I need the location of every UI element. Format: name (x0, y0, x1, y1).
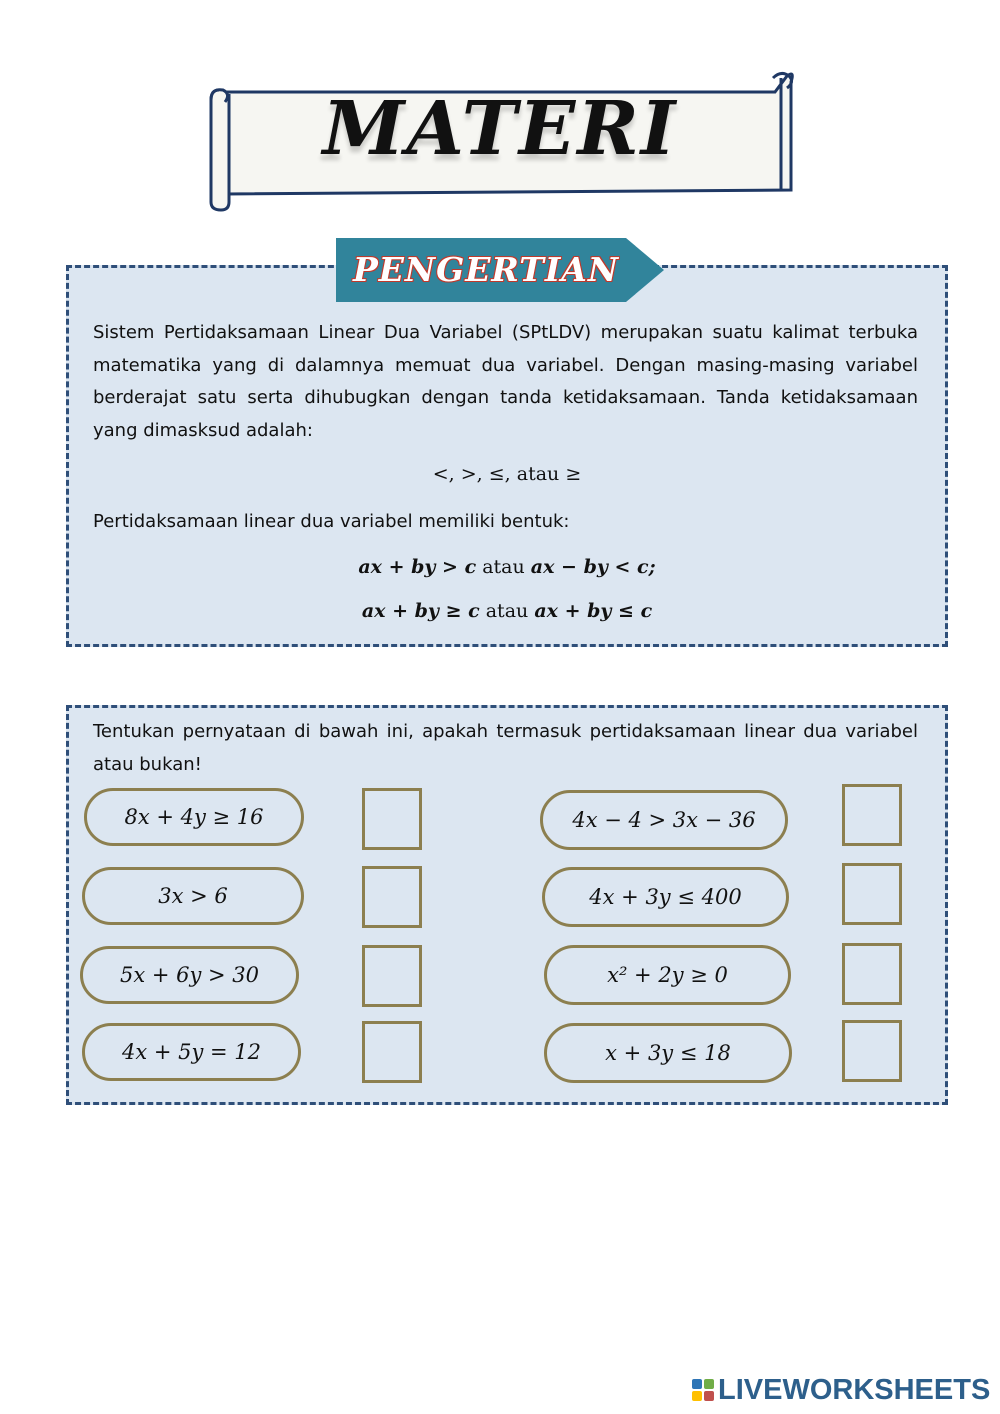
answer-box-left-2[interactable] (362, 866, 422, 928)
logo-text: LIVEWORKSHEETS (718, 1373, 991, 1406)
statement-left-2: 3x > 6 (82, 867, 304, 925)
statement-right-3: x² + 2y ≥ 0 (544, 945, 791, 1005)
inequality-symbols: <, >, ≤, atau ≥ (432, 463, 582, 485)
answer-box-right-1[interactable] (842, 784, 902, 846)
liveworksheets-mark-icon (692, 1379, 714, 1401)
title-banner (205, 68, 795, 216)
form-2-or: atau (485, 600, 529, 622)
statement-left-3: 5x + 6y > 30 (80, 946, 299, 1004)
page-title: MATERI (322, 86, 678, 172)
answer-box-left-3[interactable] (362, 945, 422, 1007)
statement-right-2: 4x + 3y ≤ 400 (542, 867, 789, 927)
answer-box-left-1[interactable] (362, 788, 422, 850)
statement-left-1: 8x + 4y ≥ 16 (84, 788, 304, 846)
form-2b: ax + by ≤ c (534, 600, 653, 622)
form-1b: ax − by < c; (530, 556, 656, 578)
exercise-question: Tentukan pernyataan di bawah ini, apakah termasuk pertidaksamaan linear dua variabel atau bukan! (93, 721, 918, 775)
section-title: PENGERTIAN (352, 250, 620, 289)
form-1-or: atau (482, 556, 525, 578)
form-line-2 (66, 600, 948, 622)
statement-right-1: 4x − 4 > 3x − 36 (540, 790, 788, 850)
statement-right-4: x + 3y ≤ 18 (544, 1023, 792, 1083)
section-ribbon (336, 238, 664, 302)
intro-paragraph: Sistem Pertidaksamaan Linear Dua Variabel (SPtLDV) merupakan suatu kalimat terbuka matematika yang di dalamnya memuat dua variabel. Dengan masing-masing variabel berderajat satu serta dihubugkan dengan tanda ketidaksamaan. Tanda ketidaksamaan yang dimasksud adalah: (93, 322, 918, 441)
answer-box-right-2[interactable] (842, 863, 902, 925)
form-line-1 (66, 556, 948, 578)
liveworksheets-logo (692, 1374, 990, 1406)
form-2a: ax + by ≥ c (361, 600, 480, 622)
answer-box-left-4[interactable] (362, 1021, 422, 1083)
form-intro: Pertidaksamaan linear dua variabel memiliki bentuk: (93, 511, 570, 532)
answer-box-right-3[interactable] (842, 943, 902, 1005)
form-1a: ax + by > c (358, 556, 477, 578)
statement-left-4: 4x + 5y = 12 (82, 1023, 301, 1081)
answer-box-right-4[interactable] (842, 1020, 902, 1082)
